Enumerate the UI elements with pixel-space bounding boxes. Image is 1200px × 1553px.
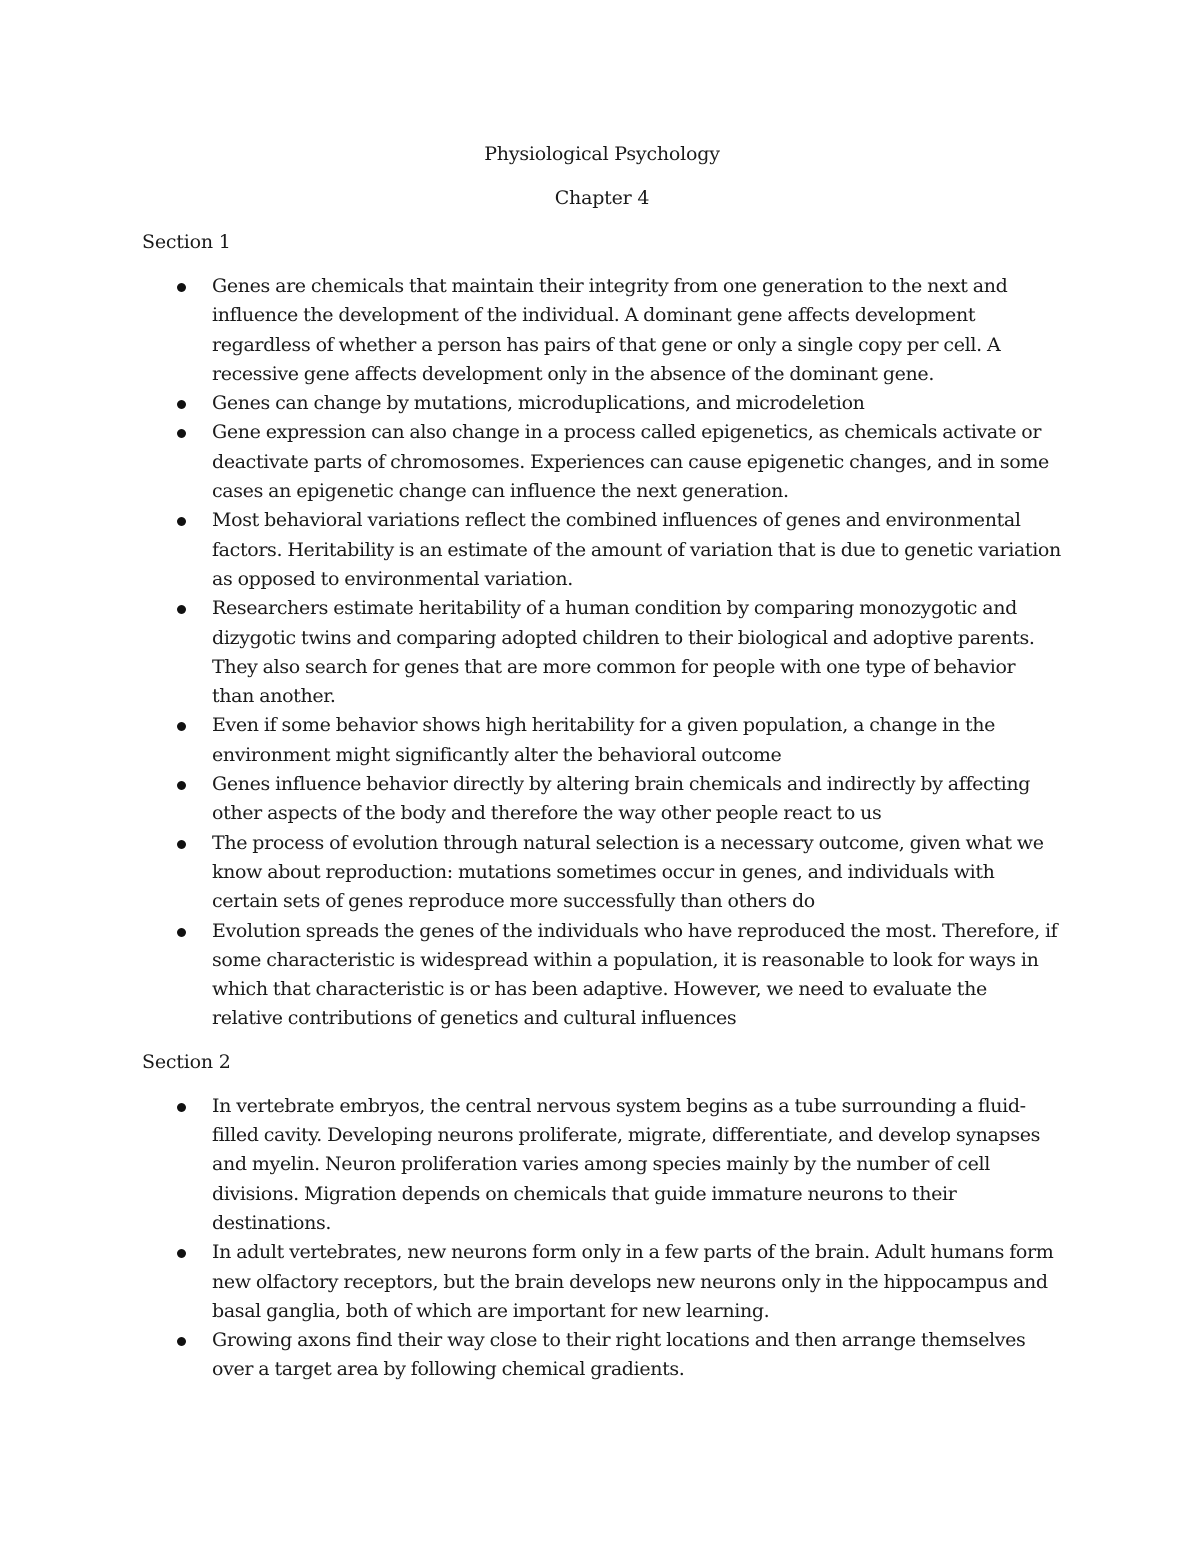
list-item-text: In vertebrate embryos, the central nervous system begins as a tube surrounding a fluid-filled cavity. Developing neurons proliferate, migrate, differentiate, and develop synapses and myelin. Neuron proliferation varies among species mainly by the number of cell divisions. Migration depends on chemicals that guide immature neurons to their destinations. xyxy=(212,1094,1041,1234)
bullet-icon xyxy=(177,781,186,790)
list-item xyxy=(212,770,1062,829)
bullet-icon xyxy=(177,928,186,937)
list-item-text: Even if some behavior shows high heritability for a given population, a change in the environment might significantly alter the behavioral outcome xyxy=(212,714,996,766)
document-title: Physiological Psychology xyxy=(484,143,720,165)
section-heading: Section 1 xyxy=(142,231,231,253)
chapter-heading: Chapter 4 xyxy=(554,187,650,209)
list-item-text: Evolution spreads the genes of the individuals who have reproduced the most. Therefore, if some characteristic is widespread within a population, it is reasonable to look for ways in which that characteristic is or has been adaptive. However, we need to evaluate the relative contributions of genetics and cultural influences xyxy=(212,919,1058,1030)
list-item xyxy=(212,829,1062,917)
list-item-text: Genes influence behavior directly by altering brain chemicals and indirectly by affecting other aspects of the body and therefore the way other people react to us xyxy=(212,773,1031,825)
list-item xyxy=(212,917,1062,1034)
list-item-text: The process of evolution through natural selection is a necessary outcome, given what we know about reproduction: mutations sometimes occur in genes, and individuals with certain sets of genes reproduce more successfully than others do xyxy=(212,831,1044,913)
bullet-icon xyxy=(177,722,186,731)
list-item xyxy=(212,1326,1062,1385)
list-item xyxy=(212,711,1062,770)
list-item xyxy=(212,418,1062,506)
bullet-list xyxy=(142,1092,1062,1385)
list-item xyxy=(212,389,1062,418)
list-item-text: In adult vertebrates, new neurons form only in a few parts of the brain. Adult humans form new olfactory receptors, but the brain develops new neurons only in the hippocampus and basal ganglia, both of which are important for new learning. xyxy=(212,1241,1054,1322)
bullet-icon xyxy=(177,1337,186,1346)
list-item xyxy=(212,1092,1062,1238)
list-item-text: Genes are chemicals that maintain their integrity from one generation to the next and influence the development of the individual. A dominant gene affects development regardless of whether a person has pairs of that gene or only a single copy per cell. A recessive gene affects development only in the absence of the dominant gene. xyxy=(212,275,1008,385)
document-body xyxy=(142,140,1062,1399)
section-heading: Section 2 xyxy=(142,1050,231,1073)
bullet-icon xyxy=(177,429,186,438)
sections-container xyxy=(142,228,1062,1385)
list-item xyxy=(212,594,1062,711)
list-item-text: Researchers estimate heritability of a human condition by comparing monozygotic and dizygotic twins and comparing adopted children to their biological and adoptive parents. They also search for genes that are more common for people with one type of behavior than another. xyxy=(212,597,1035,708)
bullet-icon xyxy=(177,1103,186,1112)
bullet-list xyxy=(142,272,1062,1034)
bullet-icon xyxy=(177,400,186,409)
bullet-icon xyxy=(177,283,186,292)
list-item-text: Gene expression can also change in a process called epigenetics, as chemicals activate or deactivate parts of chromosomes. Experiences can cause epigenetic changes, and in some cases an epigenetic change can influence the next generation. xyxy=(212,421,1049,503)
bullet-icon xyxy=(177,517,186,526)
bullet-icon xyxy=(177,605,186,614)
list-item xyxy=(212,1238,1062,1326)
bullet-icon xyxy=(177,840,186,849)
list-item xyxy=(212,272,1062,389)
list-item-text: Most behavioral variations reflect the combined influences of genes and environmental factors. Heritability is an estimate of the amount of variation that is due to genetic variation as opposed to environmental variation. xyxy=(212,509,1061,590)
list-item xyxy=(212,506,1062,594)
list-item-text: Growing axons find their way close to their right locations and then arrange themselves over a target area by following chemical gradients. xyxy=(212,1329,1026,1381)
bullet-icon xyxy=(177,1249,186,1258)
list-item-text: Genes can change by mutations, microduplications, and microdeletion xyxy=(212,392,865,415)
